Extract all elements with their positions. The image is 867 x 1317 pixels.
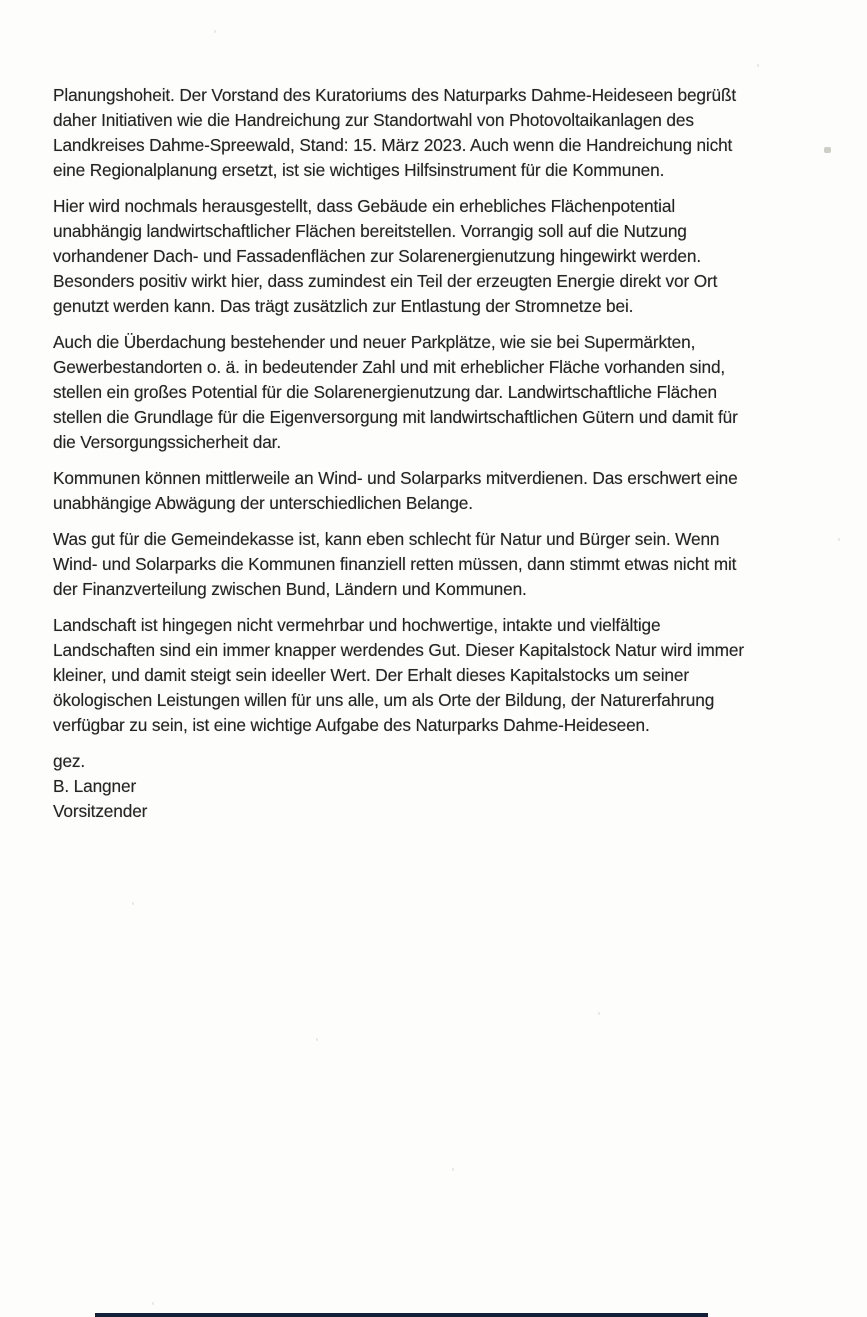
paragraph-parkplaetze [53,330,803,455]
text-line: eine Regionalplanung ersetzt, ist sie wichtiges Hilfsinstrument für die Kommunen. [53,160,665,180]
paragraph-mitverdienen [53,466,803,516]
text-line: Besonders positiv wirkt hier, dass zumindest ein Teil der erzeugten Energie direkt vor Ort [53,271,718,291]
text-line: Landschaften sind ein immer knapper werdendes Gut. Dieser Kapitalstock Natur wird immer [53,640,744,660]
scan-speck [152,1302,154,1305]
text-line: verfügbar zu sein, ist eine wichtige Aufgabe des Naturparks Dahme-Heideseen. [53,715,650,735]
signature-name: B. Langner [53,776,137,796]
signature-closing: gez. [53,751,86,771]
text-line: genutzt werden kann. Das trägt zusätzlich zur Entlastung der Stromnetze bei. [53,296,634,316]
scan-speck [316,1038,318,1041]
signature-role: Vorsitzender [53,801,148,821]
scan-edge-line [95,1313,708,1317]
scan-speck [214,30,216,33]
scan-speck [132,902,134,905]
paragraph-landschaft [53,613,803,738]
scan-speck [452,1168,454,1171]
text-line: Wind- und Solarparks die Kommunen finanziell retten müssen, dann stimmt etwas nicht mit [53,554,737,574]
scan-speck [838,538,840,541]
text-line: Kommunen können mittlerweile an Wind- und Solarparks mitverdienen. Das erschwert eine [53,468,738,488]
text-line: Was gut für die Gemeindekasse ist, kann eben schlecht für Natur und Bürger sein. Wenn [53,529,720,549]
text-line: unabhängig landwirtschaftlicher Flächen bereitstellen. Vorrangig soll auf die Nutzung [53,221,687,241]
text-line: die Versorgungssicherheit dar. [53,432,281,452]
text-line: daher Initiativen wie die Handreichung zur Standortwahl von Photovoltaikanlagen des [53,110,694,130]
text-line: Gewerbestandorten o. ä. in bedeutender Zahl und mit erheblicher Fläche vorhanden sind, [53,357,726,377]
text-line: kleiner, und damit steigt sein ideeller Wert. Der Erhalt dieses Kapitalstocks um seiner [53,665,689,685]
text-line: unabhängige Abwägung der unterschiedlichen Belange. [53,493,473,513]
scan-speck [598,1012,600,1015]
text-line: der Finanzverteilung zwischen Bund, Ländern und Kommunen. [53,579,527,599]
text-line: ökologischen Leistungen willen für uns alle, um als Orte der Bildung, der Naturerfahrung [53,690,715,710]
text-line: Landschaft ist hingegen nicht vermehrbar und hochwertige, intakte und vielfältige [53,615,661,635]
paragraph-flaechenpotential [53,194,803,319]
letter-body [53,83,803,835]
paragraph-gemeindekasse [53,527,803,602]
signature-block [53,749,803,824]
scan-speck [824,147,831,153]
text-line: vorhandener Dach- und Fassadenflächen zur Solarenergienutzung hingewirkt werden. [53,246,701,266]
text-line: stellen die Grundlage für die Eigenversorgung mit landwirtschaftlichen Gütern und damit für [53,407,738,427]
text-line: Landkreises Dahme-Spreewald, Stand: 15. März 2023. Auch wenn die Handreichung nicht [53,135,733,155]
paragraph-planungshoheit [53,83,803,183]
scan-speck [757,64,759,67]
text-line: Planungshoheit. Der Vorstand des Kuratoriums des Naturparks Dahme-Heideseen begrüßt [53,85,737,105]
text-line: Hier wird nochmals herausgestellt, dass Gebäude ein erhebliches Flächenpotential [53,196,676,216]
text-line: stellen ein großes Potential für die Solarenergienutzung dar. Landwirtschaftliche Flächen [53,382,717,402]
text-line: Auch die Überdachung bestehender und neuer Parkplätze, wie sie bei Supermärkten, [53,332,696,352]
